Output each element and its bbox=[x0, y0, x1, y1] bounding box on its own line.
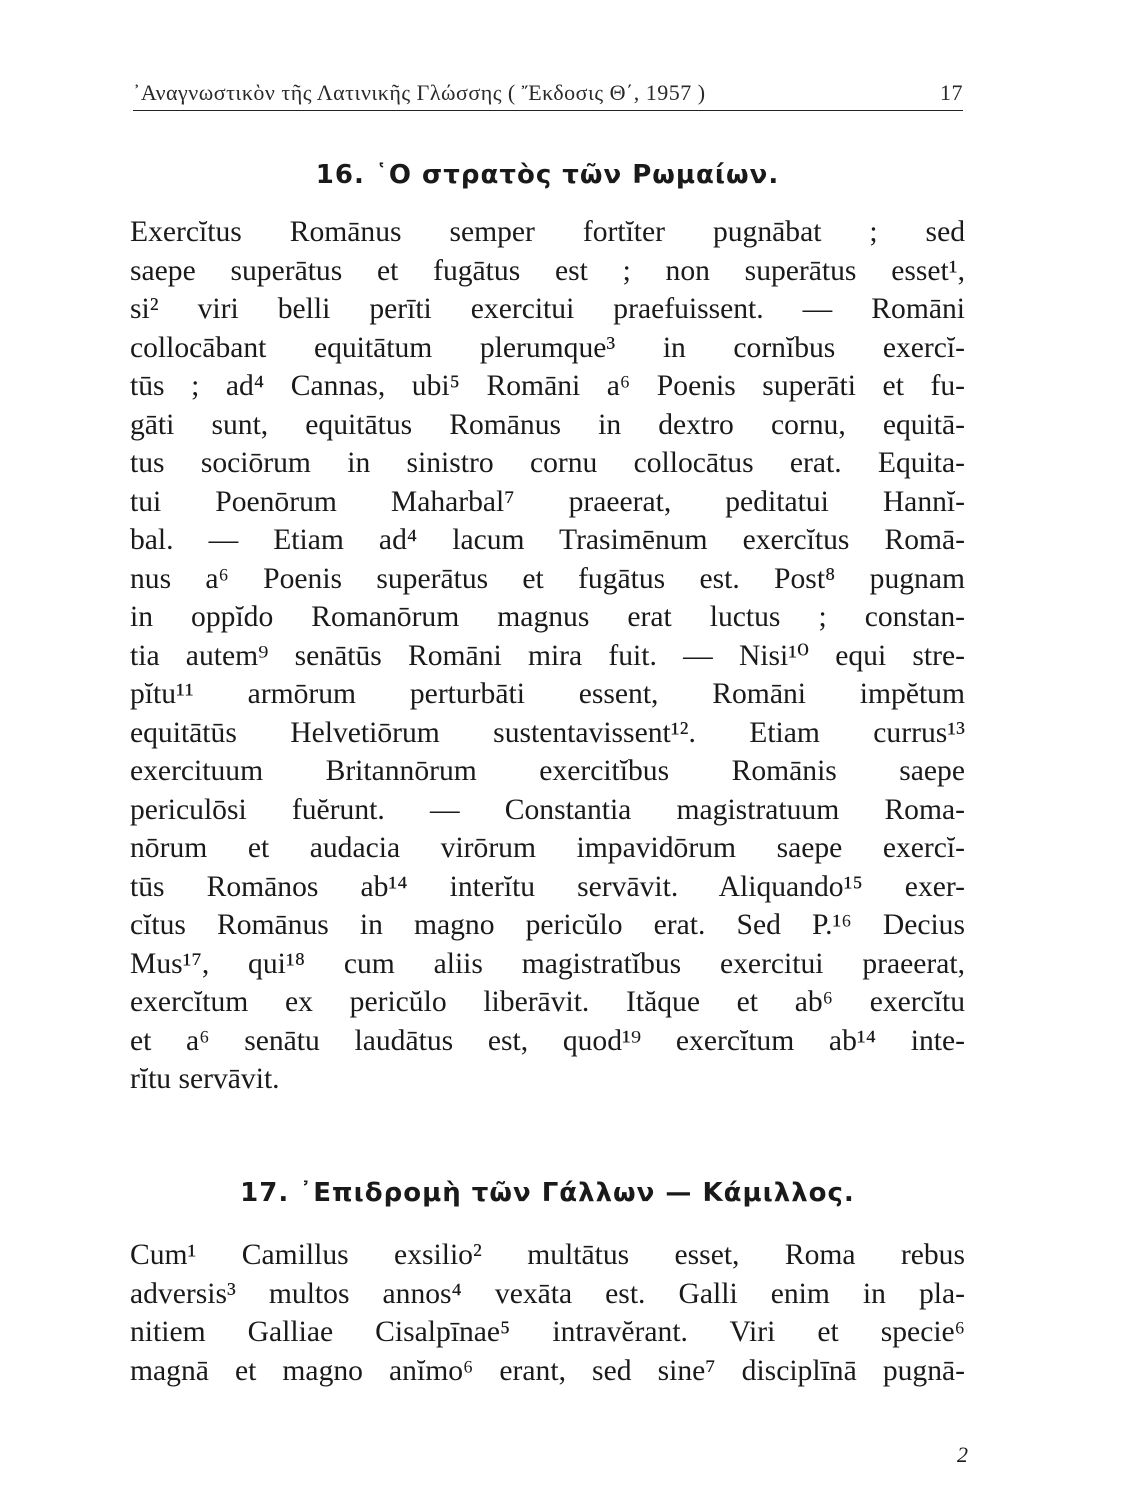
text-line: Cum¹ Camillus exsilio² multātus esset, Roma rebus bbox=[130, 1239, 965, 1271]
text-line: exercĭtum ex pericŭlo liberāvit. Ităque et ab⁶ exercĭtu bbox=[130, 986, 965, 1018]
text-line: tia autem⁹ senātūs Romāni mira fuit. — Nisi¹⁰ equi stre- bbox=[130, 639, 965, 672]
section-17-heading: 17. ᾿Επιδρομὴ τῶν Γάλλων — Κάμιλλος. bbox=[240, 1178, 855, 1208]
section-16-text bbox=[130, 213, 965, 1099]
running-head bbox=[133, 80, 963, 111]
text-line: si² viri belli perīti exercitui praefuissent. — Romāni bbox=[130, 293, 965, 325]
text-line: tūs ; ad⁴ Cannas, ubi⁵ Romāni a⁶ Poenis superāti et fu- bbox=[130, 370, 965, 402]
text-line: et a⁶ senātu laudātus est, quod¹⁹ exercĭtum ab¹⁴ inte- bbox=[130, 1024, 965, 1057]
text-line: tui Poenōrum Maharbal⁷ praeerat, peditatui Hannĭ- bbox=[130, 485, 965, 518]
text-line: nōrum et audacia virōrum impavidōrum saepe exercĭ- bbox=[130, 832, 965, 864]
text-line: in oppĭdo Romanōrum magnus erat luctus ; constan- bbox=[130, 601, 965, 633]
text-line: exercituum Britannōrum exercitĭbus Romānis saepe bbox=[130, 755, 965, 787]
text-line: nitiem Galliae Cisalpīnae⁵ intravĕrant. Viri et specie⁶ bbox=[130, 1316, 965, 1348]
text-line: periculōsi fuĕrunt. — Constantia magistratuum Roma- bbox=[130, 793, 965, 826]
text-line: equitātūs Helvetiōrum sustentavissent¹². Etiam currus¹³ bbox=[130, 716, 965, 749]
text-line: saepe superātus et fugātus est ; non superātus esset¹, bbox=[130, 254, 965, 287]
text-line: magnā et magno anĭmo⁶ erant, sed sine⁷ disciplīnā pugnā- bbox=[130, 1354, 965, 1387]
text-line: tūs Romānos ab¹⁴ interĭtu servāvit. Aliquando¹⁵ exer- bbox=[130, 870, 965, 903]
text-line: bal. — Etiam ad⁴ lacum Trasimēnum exercĭtus Romā- bbox=[130, 524, 965, 556]
text-line: rĭtu servāvit. bbox=[130, 1063, 280, 1095]
text-line: Mus¹⁷, qui¹⁸ cum aliis magistratĭbus exercitui praeerat, bbox=[130, 947, 965, 980]
running-head-title: ᾿Αναγνωστικὸν τῆς Λατινικῆς Γλώσσης ( Ἔκδοσις Θ΄, 1957 ) bbox=[133, 80, 706, 105]
section-17-text bbox=[130, 1236, 965, 1390]
section-16-heading: 16. ῾Ο στρατὸς τῶν Ρωμαίων. bbox=[315, 160, 780, 190]
text-line: pĭtu¹¹ armōrum perturbāti essent, Romāni impĕtum bbox=[130, 678, 965, 710]
page-number: 17 bbox=[940, 80, 963, 105]
text-line: gāti sunt, equitātus Romānus in dextro cornu, equitā- bbox=[130, 408, 965, 441]
text-line: adversis³ multos annos⁴ vexāta est. Galli enim in pla- bbox=[130, 1277, 965, 1310]
text-line: nus a⁶ Poenis superātus et fugātus est. Post⁸ pugnam bbox=[130, 562, 965, 595]
signature-mark: 2 bbox=[957, 1442, 968, 1467]
text-line: tus sociōrum in sinistro cornu collocātus erat. Equita- bbox=[130, 447, 965, 479]
text-line: Exercĭtus Romānus semper fortĭter pugnābat ; sed bbox=[130, 216, 965, 248]
text-line: collocābant equitātum plerumque³ in cornĭbus exercĭ- bbox=[130, 331, 965, 364]
text-line: cĭtus Romānus in magno pericŭlo erat. Sed P.¹⁶ Decius bbox=[130, 909, 965, 941]
